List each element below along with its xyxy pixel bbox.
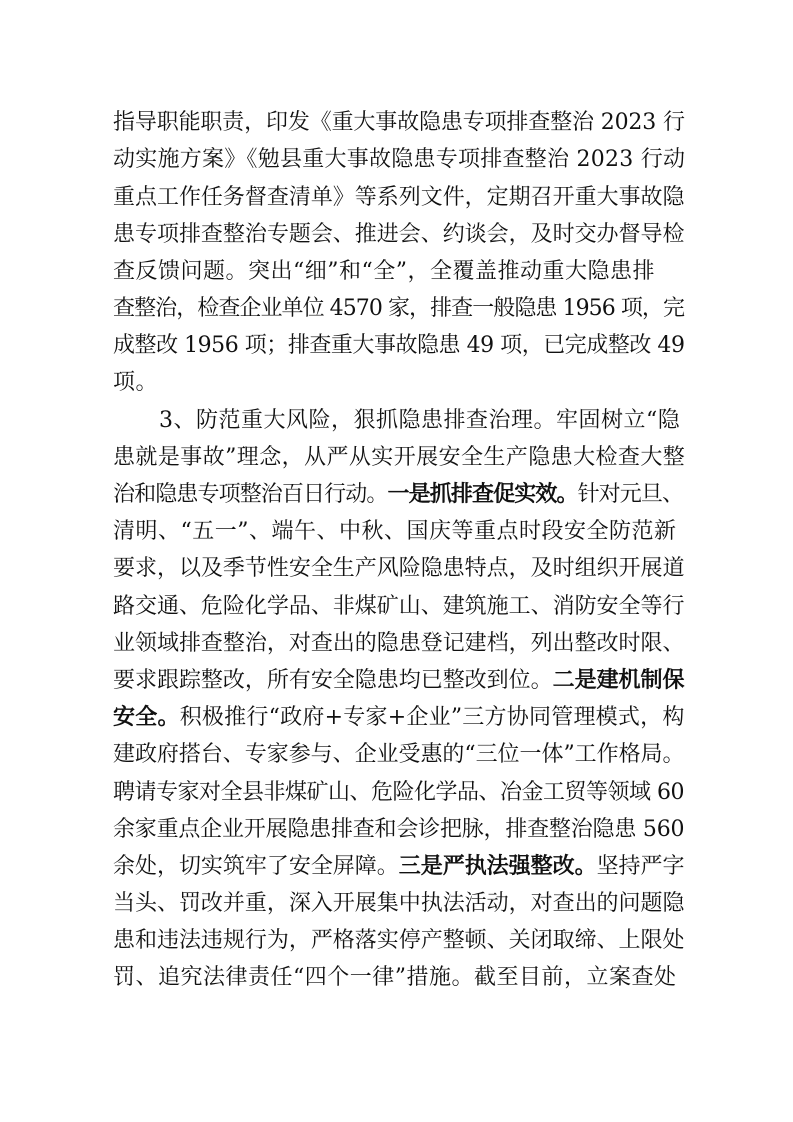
text-segment: 余家重点企业开展隐患排查和会诊把脉，排查整治隐患 560 bbox=[113, 817, 685, 842]
text-line bbox=[113, 294, 684, 324]
text-line bbox=[113, 592, 684, 622]
text-segment: 查整治，检查企业单位 4570 家，排查一般隐患 1956 项，完 bbox=[113, 296, 685, 321]
text-line bbox=[113, 778, 684, 808]
text-segment: 清明、“五一”、端午、中秋、国庆等重点时段安全防范新 bbox=[113, 519, 677, 544]
text-line bbox=[113, 517, 677, 547]
text-line bbox=[113, 257, 655, 287]
text-segment: 针对元旦、 bbox=[577, 482, 684, 507]
text-line bbox=[113, 815, 684, 845]
text-line bbox=[113, 145, 685, 175]
text-segment: 聘请专家对全县非煤矿山、危险化学品、冶金工贸等领域 60 bbox=[113, 780, 684, 805]
text-line bbox=[113, 220, 684, 250]
text-line bbox=[113, 629, 684, 659]
text-segment: 患和违法违规行为，严格落实停产整顿、关闭取缔、上限处 bbox=[113, 928, 685, 953]
bold-subheading: 二是建机制保 bbox=[552, 668, 685, 693]
text-line bbox=[113, 331, 684, 361]
bold-subheading: 一是抓排查促实效。 bbox=[387, 482, 578, 507]
text-segment: 要求跟踪整改，所有安全隐患均已整改到位。 bbox=[113, 668, 553, 693]
text-segment: 成整改 1956 项；排查重大事故隐患 49 项，已完成整改 49 bbox=[113, 333, 685, 358]
text-line bbox=[113, 108, 685, 138]
text-line bbox=[113, 554, 684, 584]
text-line bbox=[113, 183, 684, 213]
text-segment: 指导职能职责，印发《重大事故隐患专项排查整治 2023 行 bbox=[113, 110, 685, 135]
bold-subheading: 安全。 bbox=[113, 705, 180, 730]
text-line bbox=[113, 443, 685, 473]
text-segment: 建政府搭台、专家参与、企业受惠的“三位一体”工作格局。 bbox=[113, 742, 685, 767]
text-segment: 治和隐患专项整治百日行动。 bbox=[113, 482, 388, 507]
text-segment: 积极推行“政府+专家+企业”三方协同管理模式，构 bbox=[179, 705, 685, 730]
text-line bbox=[113, 666, 685, 696]
text-segment: 罚、追究法律责任“四个一律”措施。截至目前，立案查处 bbox=[113, 965, 677, 990]
text-line bbox=[113, 480, 683, 510]
text-segment: 3、防范重大风险，狠抓隐患排查治理。牢固树立“隐 bbox=[159, 408, 681, 433]
text-segment: 患就是事故”理念，从严从实开展安全生产隐患大检查大整 bbox=[113, 445, 686, 470]
text-line bbox=[113, 852, 685, 882]
text-line bbox=[113, 740, 684, 770]
text-line bbox=[113, 703, 685, 733]
text-segment: 坚持严字 bbox=[596, 854, 685, 879]
text-line bbox=[113, 963, 677, 993]
text-segment: 患专项排查整治专题会、推进会、约谈会，及时交办督导检 bbox=[113, 222, 685, 247]
text-line bbox=[113, 368, 158, 398]
text-segment: 要求，以及季节性安全生产风险隐患特点，及时组织开展道 bbox=[113, 556, 685, 581]
text-line bbox=[113, 889, 684, 919]
text-segment: 业领域排查整治，对查出的隐患登记建档，列出整改时限、 bbox=[113, 631, 685, 656]
text-segment: 当头、罚改并重，深入开展集中执法活动，对查出的问题隐 bbox=[113, 891, 685, 916]
text-line bbox=[113, 926, 684, 956]
paragraph-heading-line bbox=[159, 406, 680, 436]
bold-subheading: 三是严执法强整改。 bbox=[398, 854, 597, 879]
text-segment: 项。 bbox=[113, 370, 159, 395]
text-segment: 查反馈问题。突出“细”和“全”，全覆盖推动重大隐患排 bbox=[113, 259, 655, 284]
text-segment: 动实施方案》《勉县重大事故隐患专项排查整治 2023 行动 bbox=[113, 147, 686, 172]
text-segment: 重点工作任务督查清单》等系列文件，定期召开重大事故隐 bbox=[113, 185, 685, 210]
text-segment: 余处，切实筑牢了安全屏障。 bbox=[113, 854, 399, 879]
text-segment: 路交通、危险化学品、非煤矿山、建筑施工、消防安全等行 bbox=[113, 594, 685, 619]
